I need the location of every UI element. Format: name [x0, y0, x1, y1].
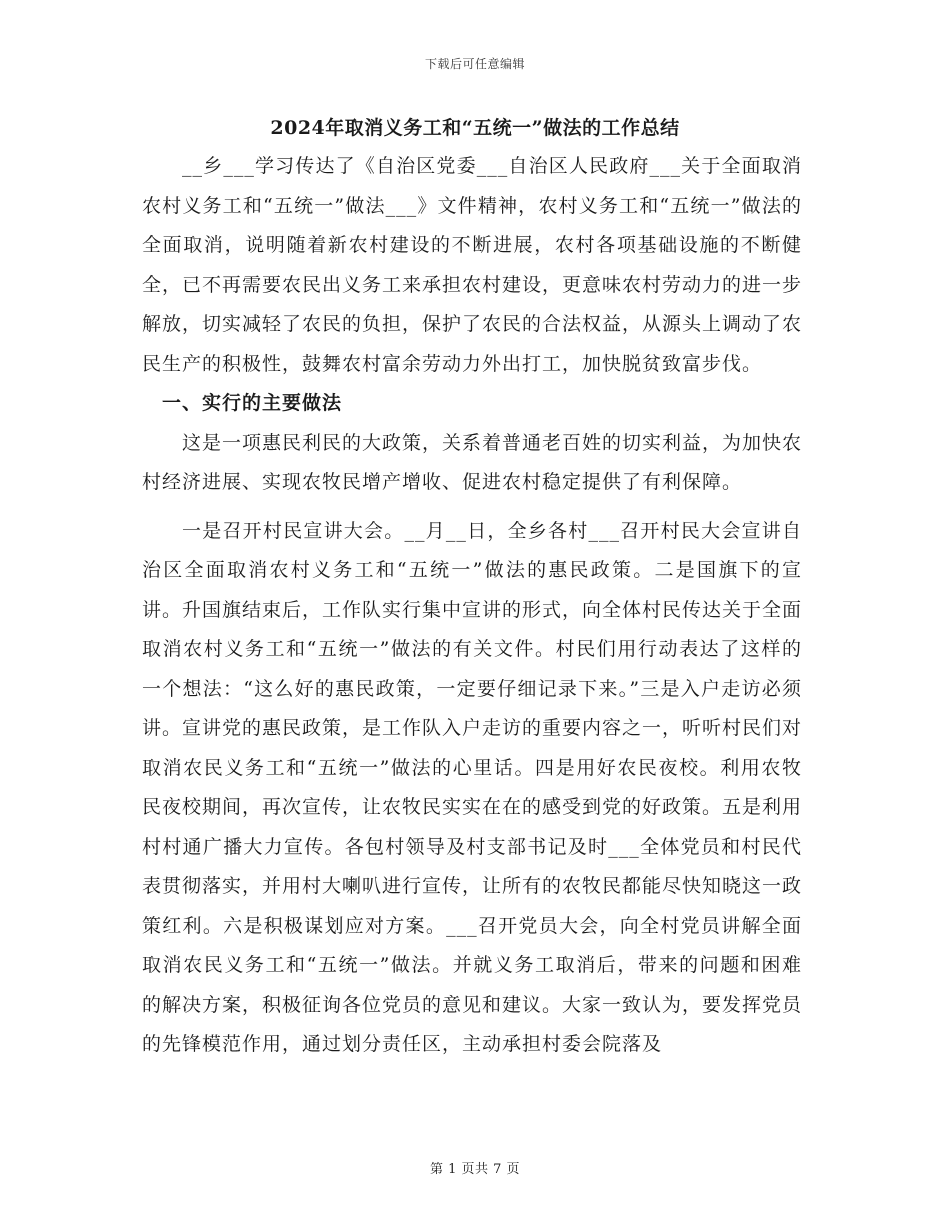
document-title: 2024年取消义务工和“五统一”做法的工作总结: [270, 117, 680, 139]
page-number: 第 1 页共 7 页: [429, 1162, 521, 1177]
section-intro-paragraph: 这是一项惠民利民的大政策，关系着普通老百姓的切实利益，为加快农村经济进展、实现农牧民增产增收、促进农村稳定提供了有利保障。: [142, 431, 803, 493]
document-body: [142, 147, 802, 1065]
section-body-paragraph: 一是召开村民宣讲大会。__月__日，全乡各村___召开村民大会宣讲自治区全面取消农村义务工和“五统一”做法的惠民政策。二是国旗下的宣讲。升国旗结束后，工作队实行集中宣讲的形式，向全体村民传达关于全面取消农村义务工和“五统一”做法的有关文件。村民们用行动表达了这样的一个想法：“这么好的惠民政策，一定要仔细记录下来。”三是入户走访必须讲。宣讲党的惠民政策，是工作队入户走访的重要内容之一，听听村民们对取消农民义务工和“五统一”做法的心里话。四是用好农民夜校。利用农牧民夜校期间，再次宣传，让农牧民实实在在的感受到党的好政策。五是利用村村通广播大力宣传。各包村领导及村支部书记及时___全体党员和村民代表贯彻落实，并用村大喇叭进行宣传，让所有的农牧民都能尽快知晓这一政策红利。六是积极谋划应对方案。___召开党员大会，向全村党员讲解全面取消农民义务工和“五统一”做法。并就义务工取消后，带来的问题和困难的解决方案，积极征询各位党员的意见和建议。大家一致认为，要发挥党员的先锋模范作用，通过划分责任区，主动承担村委会院落及: [142, 519, 803, 1055]
section-heading: 一、实行的主要做法: [162, 392, 343, 414]
intro-paragraph: __乡___学习传达了《自治区党委___自治区人民政府___关于全面取消农村义务工和“五统一”做法___》文件精神，农村义务工和“五统一”做法的全面取消，说明随着新农村建设的不断进展，农村各项基础设施的不断健全，已不再需要农民出义务工来承担农村建设，更意味农村劳动力的进一步解放，切实减轻了农民的负担，保护了农民的合法权益，从源头上调动了农民生产的积极性，鼓舞农村富余劳动力外出打工，加快脱贫致富步伐。: [142, 155, 803, 375]
header-note: 下载后可任意编辑: [424, 57, 525, 71]
